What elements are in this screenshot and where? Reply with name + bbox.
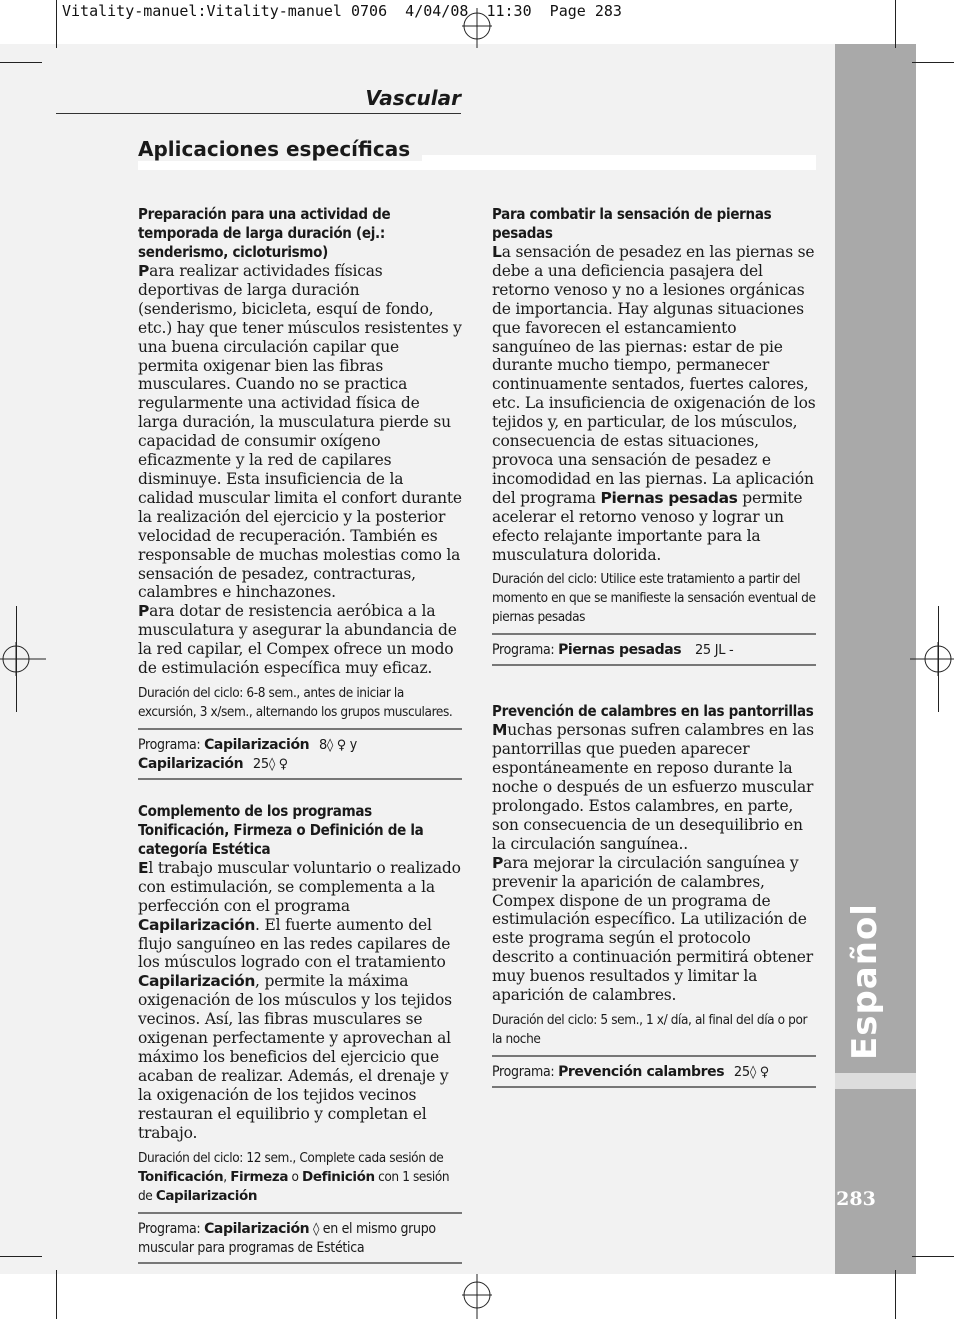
paragraph [492,854,816,1005]
drop-initial: M [492,721,508,740]
program-box [138,728,462,780]
paragraph-text: . El fuerte aumento del flujo sanguíneo en las redes capilares de los músculos logrado con el tratamiento [138,915,451,972]
paragraph-text: a sensación de pesadez en las piernas se debe a una deficiencia pasajera del retorno venoso y no a lesiones orgánicas de importancia. Hay algunas situaciones que favorecen el estancamiento sanguíneo de las piernas: estar de pie durante mucho tiempo, permanecer continuamente sentados, fuertes calores, etc. La insuficiencia de oxigenación de los tejidos y, en particular, de los músculos, consecuencia de estas situaciones, provoca una sensación de pesadez e incomodidad en las piernas. La aplicación del programa [492,243,816,507]
registration-mark-icon [910,642,954,676]
person-icon: ♀ [759,1065,769,1080]
paragraph [138,262,462,602]
person-icon: ♀ [336,737,346,753]
crop-mark [895,0,896,48]
note-text: o [288,1168,303,1185]
paragraph-text: , permite la máxima oxigenación de los músculos y los tejidos vecinos. Así, las fibras musculares se oxigenan perfectamente y aprovechan al máximo los beneficios del ejercicio que acaban de realizar. Además, el drenaje y la oxigenación de los tejidos vecinos restauran el equilibrio y completan el trabajo. [138,972,452,1142]
paragraph-text: permite acelerar el retorno venoso y lograr un efecto relajante importante para la musculatura dolorida. [492,488,803,564]
program-value: ◊ [312,1221,320,1237]
paragraph-text: ara dotar de resistencia aeróbica a la musculatura y asegurar la abundancia de la red capilar, el Compex ofrece un modo de estimulación específica muy eficaz. [138,602,457,678]
subsection-title: Para combatir la sensación de piernas pesadas [492,205,772,242]
program-name: Capilarización [155,1187,258,1204]
print-slug: Vitality-manuel:Vitality-manuel 0706 4/04/08 11:30 Page 283 [62,2,622,20]
right-column [492,205,816,1088]
paragraph-text: ara mejorar la circulación sanguínea y prevenir la aparición de calambres, Compex dispone de un programa de estimulación específico. La utilización de este programa según el protocolo descrito a continuación permitirá obtener muy buenos resultados y limitar la aparición de calambres. [492,853,813,1005]
program-conjunction: y [349,736,357,753]
paragraph [492,721,816,853]
cycle-note [138,1149,462,1206]
drop-initial: P [492,853,504,872]
crop-mark [912,1256,954,1257]
program-name: Capilarización [204,1220,310,1237]
program-name: Capilarización [138,972,256,991]
side-strip-band [835,1073,916,1089]
drop-initial: E [138,858,149,877]
program-name: Capilarización [138,915,256,934]
drop-initial: P [138,602,150,621]
program-name: Capilarización [138,755,244,772]
program-label: Programa: [138,1220,201,1237]
crop-mark [56,1270,57,1319]
subsection-title: Preparación para una actividad de temporada de larga duración (ej.: senderismo, cicloturismo) [138,205,391,261]
paragraph-text: uchas personas sufren calambres en las pantorrillas que pueden aparecer espontáneamente en reposo durante la noche o después de un esfuerzo muscular prolongado. Estos calambres, en parte, son consecuencia de un desequilibrio en la circulación sanguínea.. [492,721,814,853]
paragraph [492,243,816,564]
crop-mark [938,606,939,712]
note-text: Duración del ciclo: 12 sem., Complete cada sesión de [138,1149,444,1166]
program-value: 25 JL - [694,643,734,659]
crop-mark [56,0,57,48]
language-label: Español [845,903,885,1060]
section-tag: Vascular [365,86,461,110]
crop-mark [0,62,42,63]
paragraph [138,602,462,678]
program-label: Programa: [492,1064,555,1080]
program-box [492,633,816,666]
note-text: con 1 sesión de [138,1168,450,1204]
program-value: 25◊ [733,1065,756,1080]
left-column [138,205,462,1264]
registration-mark-icon [462,1274,492,1319]
program-name: Firmeza [230,1168,289,1185]
program-label: Programa: [138,736,201,753]
program-box [138,1212,462,1264]
program-name: Piernas pesadas [600,488,738,507]
person-icon: ♀ [278,756,288,772]
program-value: 25◊ [252,756,275,772]
program-value: 8◊ [318,737,334,753]
cycle-note: Duración del ciclo: Utilice este tratamiento a partir del momento en que se manifieste la sensación eventual de piernas pesadas [492,571,816,626]
section-rule [56,113,461,114]
paragraph [138,859,462,1143]
subsection-title: Prevención de calambres en las pantorrillas [492,702,814,721]
registration-mark-icon [462,8,492,48]
program-box [492,1055,816,1088]
program-name: Piernas pesadas [558,642,682,659]
language-side-strip [835,44,916,1274]
crop-mark [0,1256,42,1257]
cycle-note: Duración del ciclo: 5 sem., 1 x/ día, al final del día o por la noche [492,1012,808,1047]
crop-mark [912,62,954,63]
registration-mark-icon [0,642,46,676]
crop-mark [16,606,17,712]
paragraph-text: ara realizar actividades físicas deportivas de larga duración (senderismo, bicicleta, esquí de fondo, etc.) hay que tener músculos resistentes y una buena circulación capilar que permita oxigenar bien las fibras musculares. Cuando no se practica regularmente una actividad física de larga duración, la musculatura pierde su capacidad de consumir oxígeno eficazmente y la red de capilares disminuye. Esta insuficiencia de la calidad muscular limita el confort durante la realización del ejercicio y la posterior velocidad de recuperación. También es responsable de muchas molestias como la sensación de pesadez, contracturas, calambres e hinchazones. [138,262,462,602]
paragraph-text: l trabajo muscular voluntario o realizado con estimulación, se complementa a la perfección con el programa [138,858,461,915]
drop-initial: L [492,243,502,261]
program-name: Tonificación [138,1168,224,1185]
cycle-note: Duración del ciclo: 6-8 sem., antes de iniciar la excursión, 3 x/sem., alternando los grupos musculares. [138,684,453,720]
page-number: 283 [836,1188,876,1210]
program-name: Prevención calambres [558,1064,725,1080]
program-label: Programa: [492,642,555,659]
program-name: Definición [302,1168,375,1185]
program-text: en el mismo grupo muscular para programas de Estética [138,1220,436,1256]
note-text: , [223,1168,231,1185]
drop-initial: P [138,262,150,280]
program-name: Capilarización [204,736,310,753]
main-heading: Aplicaciones específicas [138,137,422,161]
crop-mark [895,1270,896,1319]
subsection-title: Complemento de los programas Tonificación, Firmeza o Definición de la categoría Estética [138,801,424,858]
